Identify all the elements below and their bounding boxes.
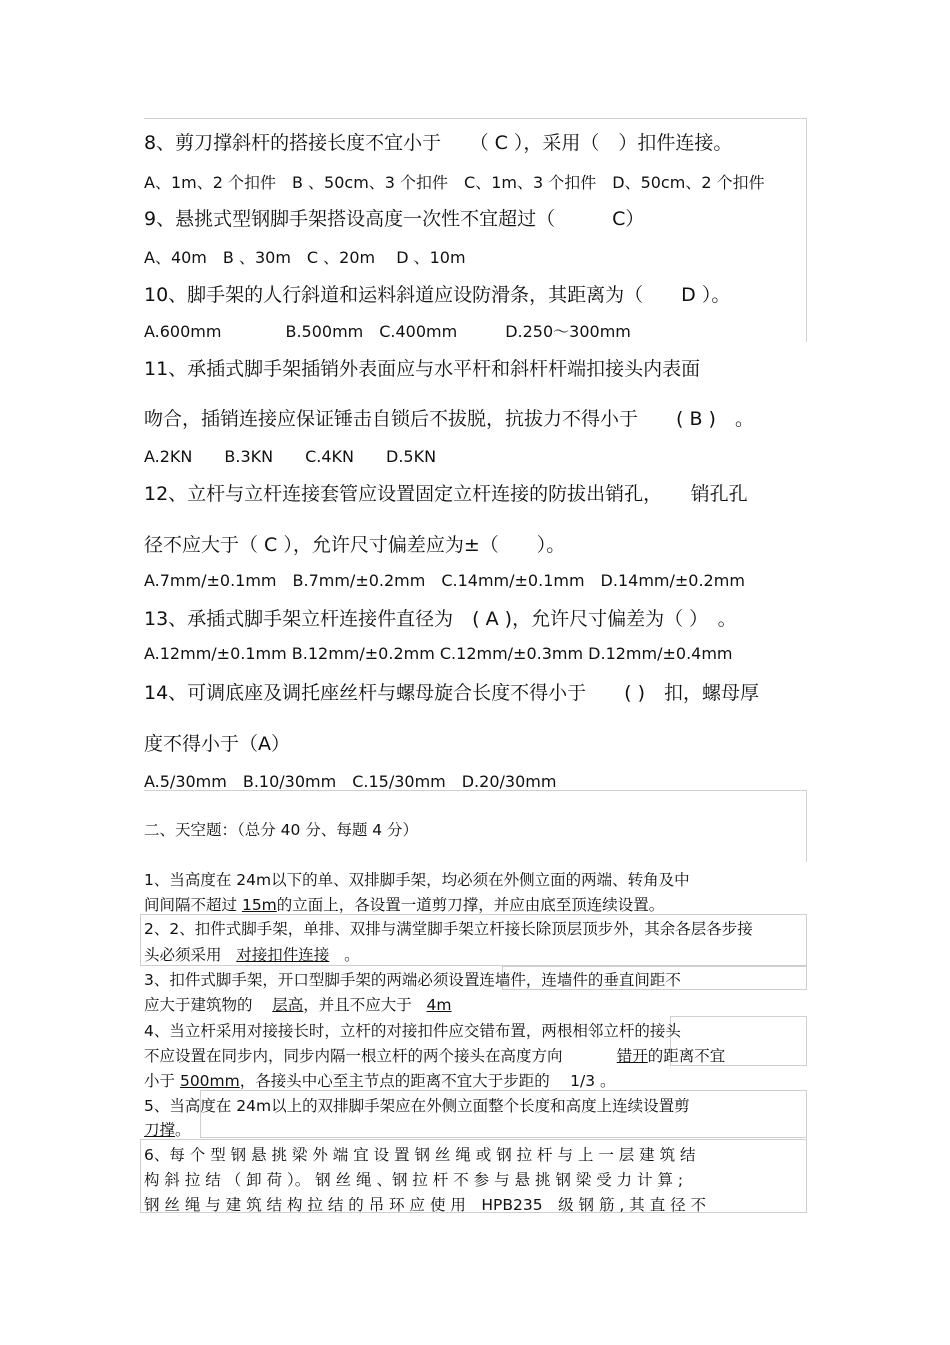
question-12-cont: 径不应大于（ C ），允许尺寸偏差应为±（ ）。: [144, 534, 566, 556]
question-8: 8、剪刀撑斜杆的搭接长度不宜小于 （ C ），采用（ ）扣件连接。: [144, 132, 733, 154]
fill-5-line-2: [144, 1118, 191, 1140]
question-9: 9、悬挑式型钢脚手架搭设高度一次性不宜超过（ C）: [144, 208, 645, 230]
fill-4-answer-2: 500mm: [179, 1072, 240, 1090]
fill-4-line-2: [144, 1044, 725, 1066]
question-11-options: A.2KN B.3KN C.4KN D.5KN: [144, 447, 437, 466]
fill-6-line-1: 6、每 个 型 钢 悬 挑 梁 外 端 宜 设 置 钢 丝 绳 或 钢 拉 杆 与 上 一 层 建 筑 结: [144, 1146, 696, 1164]
fill-6-line-3: 钢 丝 绳 与 建 筑 结 构 拉 结 的 吊 环 应 使 用 HPB235 级 钢 筋 , 其 直 径 不: [144, 1196, 707, 1214]
question-14: 14、可调底座及调托座丝杆与螺母旋合长度不得小于 ( ) 扣，螺母厚: [144, 682, 760, 704]
fill-1-text-post: 的立面上，各设置一道剪刀撑，并应由底至顶连续设置。: [276, 896, 665, 914]
question-8-options: A、1m、2 个扣件 B 、50cm、3 个扣件 C、1m、3 个扣件 D、50cm、2 个扣件: [144, 173, 765, 192]
fill-2-line-1: 2、2、扣件式脚手架，单排、双排与满堂脚手架立杆接长除顶层顶步外，其余各层各步接: [144, 920, 753, 938]
fill-5-text-post: 。: [175, 1121, 191, 1139]
question-14-cont: 度不得小于（A）: [144, 733, 290, 755]
frame-right-2: [806, 790, 807, 862]
fill-3-line-1: 3、扣件式脚手架，开口型脚手架的两端必须设置连墙件，连墙件的垂直间距不: [144, 971, 681, 989]
fill-3-line-2: [144, 993, 452, 1015]
fill-4-text-pre-2: 小于: [144, 1072, 176, 1090]
frame-right-1: [806, 118, 807, 342]
fill-5-answer: 刀撑: [144, 1121, 176, 1139]
question-14-options: A.5/30mm B.10/30mm C.15/30mm D.20/30mm: [144, 772, 557, 791]
fill-5-line-1: 5、当高度在 24m以上的双排脚手架应在外侧立面整个长度和高度上连续设置剪: [144, 1097, 690, 1115]
fill-3-answer-2: 4m: [426, 996, 452, 1014]
question-12: 12、立杆与立杆连接套管应设置固定立杆连接的防拔出销孔， 销孔孔: [144, 483, 748, 505]
fill-1-answer: 15m: [241, 896, 277, 914]
section-2-header: 二、天空题：（总分 40 分、每题 4 分）: [144, 821, 419, 839]
question-13-options: A.12mm/±0.1mm B.12mm/±0.2mm C.12mm/±0.3mm D.12mm/±0.4mm: [144, 644, 733, 663]
fill-4-text-post-2: ，各接头中心至主节点的距离不宜大于步距的 1/3 。: [239, 1072, 616, 1090]
fill-6-line-2: 构 斜 拉 结 （ 卸 荷 ）。 钢 丝 绳 、钢 拉 杆 不 参 与 悬 挑 钢 梁 受 力 计 算 ;: [144, 1171, 684, 1189]
fill-3-answer-1: 层高: [272, 996, 304, 1014]
fill-4-answer-1: 错开: [616, 1047, 648, 1065]
fill-1-text-pre: 间间隔不超过: [144, 896, 238, 914]
fill-1-line-1: 1、当高度在 24m以下的单、双排脚手架，均必须在外侧立面的两端、转角及中: [144, 871, 690, 889]
fill-1-line-2: [144, 893, 664, 915]
frame-top: [144, 118, 806, 119]
fill-2-answer: 对接扣件连接: [236, 946, 330, 964]
question-13: 13、承插式脚手架立杆连接件直径为 ( A )，允许尺寸偏差为（ ） 。: [144, 608, 737, 630]
fill-4-line-3: [144, 1069, 616, 1091]
question-10-options: A.600mm B.500mm C.400mm D.250～300mm: [144, 322, 631, 341]
question-9-options: A、40m B 、30m C 、20m D 、10m: [144, 248, 466, 267]
fill-3-text-mid: ，并且不应大于: [303, 996, 412, 1014]
question-11-cont: 吻合，插销连接应保证锤击自锁后不拔脱，抗拔力不得小于 ( B ) 。: [144, 408, 754, 430]
fill-3-text-pre: 应大于建筑物的: [144, 996, 253, 1014]
fill-2-line-2: [144, 943, 360, 965]
question-11: 11、承插式脚手架插销外表面应与水平杆和斜杆杆端扣接头内表面: [144, 358, 701, 380]
fill-4-text-pre: 不应设置在同步内，同步内隔一根立杆的两个接头在高度方向: [144, 1047, 563, 1065]
fill-4-text-post: 的距离不宜: [647, 1047, 726, 1065]
fill-2-text-post: 。: [344, 946, 360, 964]
question-10: 10、脚手架的人行斜道和运料斜道应设防滑条，其距离为（ D ）。: [144, 284, 731, 306]
question-12-options: A.7mm/±0.1mm B.7mm/±0.2mm C.14mm/±0.1mm D.14mm/±0.2mm: [144, 571, 745, 590]
fill-4-line-1: 4、当立杆采用对接接长时，立杆的对接扣件应交错布置，两根相邻立杆的接头: [144, 1022, 681, 1040]
fill-2-text-pre: 头必须采用: [144, 946, 222, 964]
